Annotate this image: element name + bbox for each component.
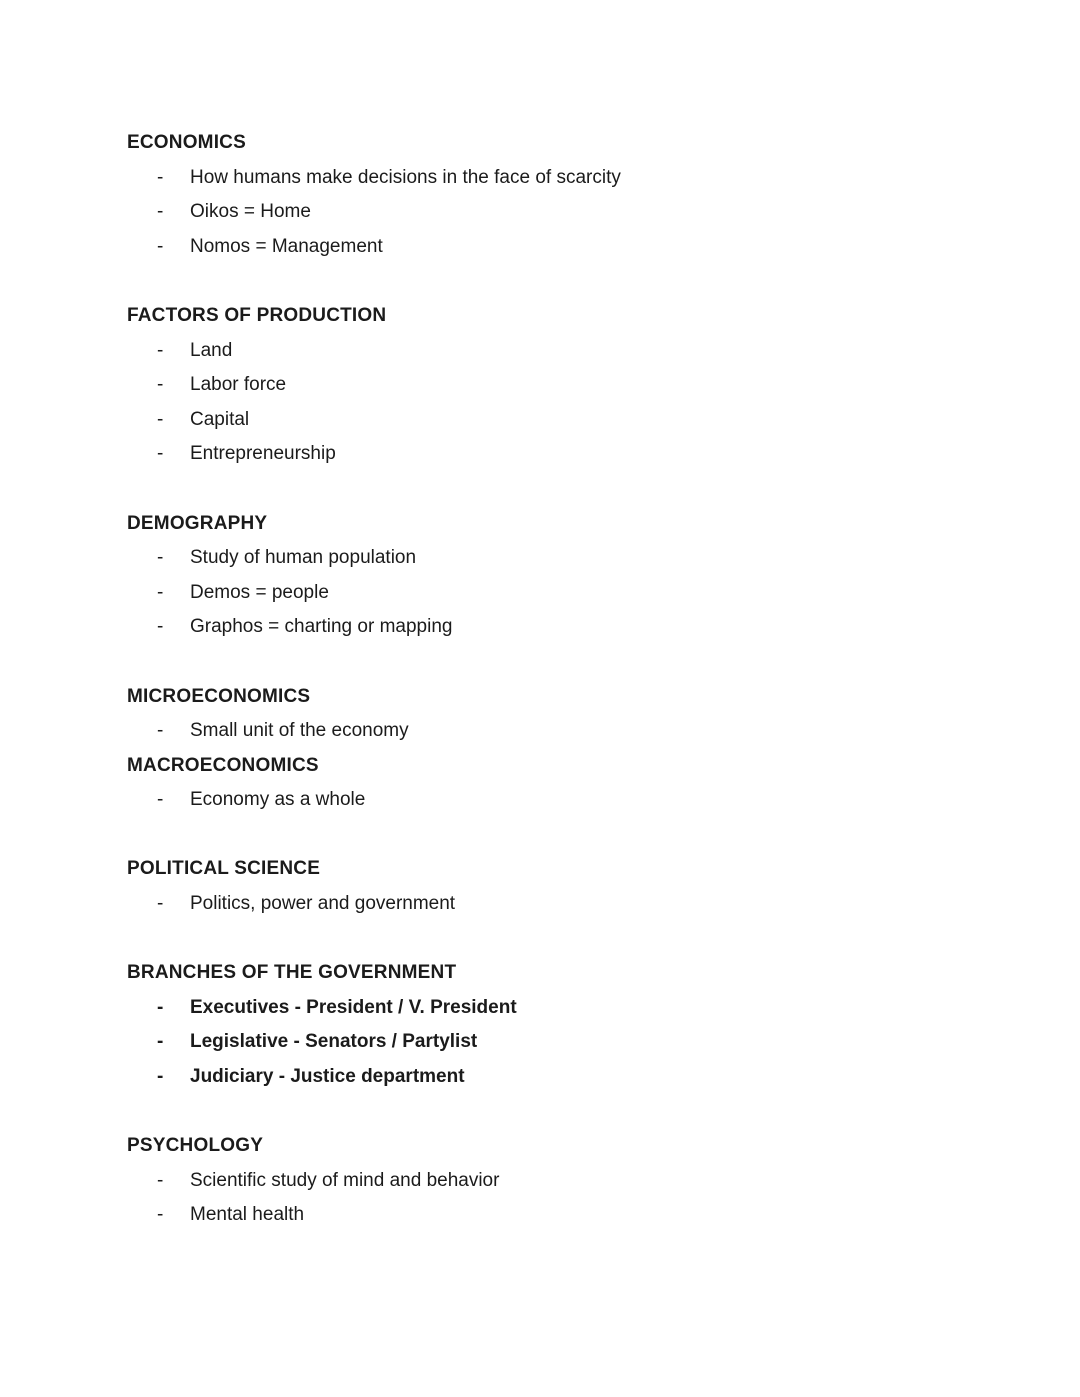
bullet-dash: -	[157, 547, 164, 569]
list-item	[157, 230, 1000, 265]
notes-section	[127, 1129, 1000, 1233]
list-item-text: Economy as a whole	[190, 789, 366, 811]
bullet-dash: -	[157, 996, 164, 1018]
bullet-dash: -	[157, 339, 164, 361]
section-spacer	[127, 264, 1000, 299]
bullet-dash: -	[157, 1169, 164, 1191]
list-item-text: Nomos = Management	[190, 235, 383, 257]
list-item	[157, 1198, 1000, 1233]
bullet-dash: -	[157, 1066, 164, 1088]
bullet-dash: -	[157, 893, 164, 915]
notes-section	[127, 956, 1000, 1094]
bullet-dash: -	[157, 235, 164, 257]
list-item	[157, 1060, 1000, 1095]
list-item-text: Demos = people	[190, 581, 329, 603]
list-item	[157, 437, 1000, 472]
list-item	[157, 887, 1000, 922]
list-item-text: Land	[190, 339, 233, 361]
list-item-text: Graphos = charting or mapping	[190, 616, 453, 638]
section-heading: POLITICAL SCIENCE	[127, 858, 321, 880]
notes-section	[127, 299, 1000, 472]
section-spacer	[127, 1095, 1000, 1130]
list-item	[157, 714, 1000, 749]
bullet-dash: -	[157, 408, 164, 430]
section-spacer	[127, 922, 1000, 957]
bullet-dash: -	[157, 581, 164, 603]
notes-section	[127, 852, 1000, 921]
list-item-text: How humans make decisions in the face of scarcity	[190, 166, 621, 188]
list-item-text: Judiciary - Justice department	[190, 1066, 465, 1088]
list-item	[157, 1025, 1000, 1060]
bullet-dash: -	[157, 1031, 164, 1053]
list-item-text: Labor force	[190, 374, 287, 396]
notes-section	[127, 680, 1000, 818]
list-item	[157, 783, 1000, 818]
section-heading: PSYCHOLOGY	[127, 1135, 264, 1157]
list-item-text: Entrepreneurship	[190, 443, 336, 465]
bullet-dash: -	[157, 374, 164, 396]
notes-section	[127, 507, 1000, 645]
section-heading: MACROECONOMICS	[127, 754, 319, 776]
list-item	[157, 368, 1000, 403]
section-heading: ECONOMICS	[127, 132, 246, 153]
list-item-text: Executives - President / V. President	[190, 996, 517, 1018]
list-item-text: Capital	[190, 408, 250, 430]
section-spacer	[127, 818, 1000, 853]
bullet-dash: -	[157, 1204, 164, 1226]
list-item	[157, 195, 1000, 230]
list-item	[157, 610, 1000, 645]
list-item-text: Oikos = Home	[190, 201, 311, 223]
list-item	[157, 334, 1000, 369]
list-item	[157, 991, 1000, 1026]
list-item-text: Study of human population	[190, 547, 417, 569]
list-item-text: Scientific study of mind and behavior	[190, 1169, 500, 1191]
section-heading: FACTORS OF PRODUCTION	[127, 304, 387, 326]
section-spacer	[127, 645, 1000, 680]
bullet-dash: -	[157, 720, 164, 742]
bullet-dash: -	[157, 201, 164, 223]
bullet-dash: -	[157, 789, 164, 811]
bullet-dash: -	[157, 166, 164, 188]
list-item	[157, 403, 1000, 438]
list-item-text: Mental health	[190, 1204, 305, 1226]
section-spacer	[127, 472, 1000, 507]
bullet-dash: -	[157, 443, 164, 465]
list-item-text: Politics, power and government	[190, 893, 456, 915]
list-item-text: Small unit of the economy	[190, 720, 409, 742]
list-item	[157, 161, 1000, 196]
bullet-dash: -	[157, 616, 164, 638]
list-item	[157, 1164, 1000, 1199]
section-heading: BRANCHES OF THE GOVERNMENT	[127, 962, 457, 984]
list-item	[157, 541, 1000, 576]
list-item	[157, 576, 1000, 611]
section-heading: DEMOGRAPHY	[127, 512, 268, 534]
list-item-text: Legislative - Senators / Partylist	[190, 1031, 478, 1053]
notes-section	[127, 126, 1000, 264]
section-heading: MICROECONOMICS	[127, 685, 311, 707]
